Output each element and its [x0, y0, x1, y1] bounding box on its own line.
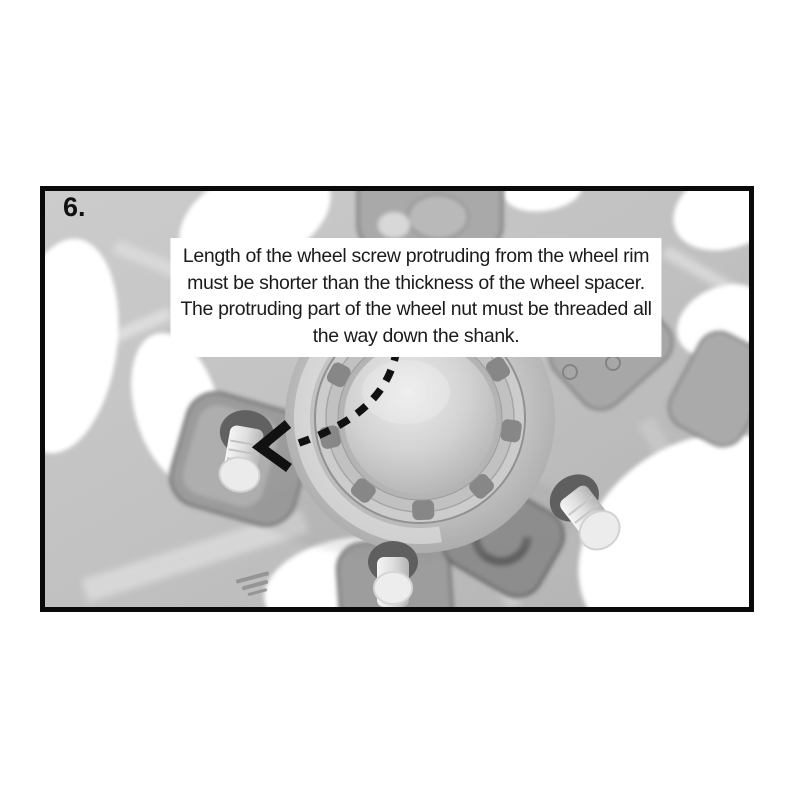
step-number-label: 6. — [63, 192, 86, 222]
caption-line: the way down the shank. — [312, 324, 520, 347]
figure-frame — [40, 186, 754, 612]
caption-line: The protruding part of the wheel nut must be threaded all — [180, 298, 652, 320]
caption-box — [170, 238, 661, 357]
caption-line: Length of the wheel screw protruding from the wheel rim — [182, 245, 650, 267]
caption-line: must be shorter than the thickness of the wheel spacer. — [187, 271, 645, 294]
